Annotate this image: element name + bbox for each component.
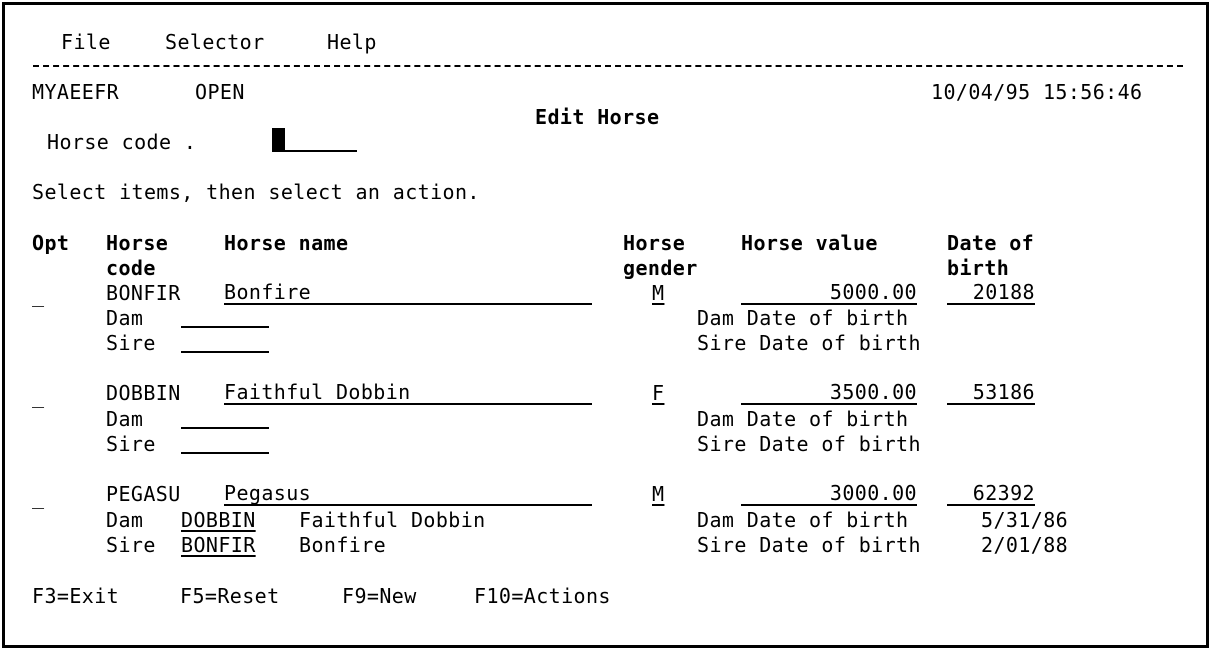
- menu-separator: [33, 65, 1183, 67]
- program-name: MYAEEFR: [32, 80, 120, 104]
- row-horse-code: DOBBIN: [106, 381, 181, 405]
- row-gender-field[interactable]: M: [652, 281, 665, 305]
- row-gender-field[interactable]: F: [652, 381, 665, 405]
- col-date-of-birth-2: birth: [947, 256, 1010, 280]
- horse-code-label: Horse code .: [47, 130, 197, 154]
- row-horse-code: BONFIR: [106, 281, 181, 305]
- dam-code-input[interactable]: [181, 407, 269, 429]
- sire-label: Sire: [106, 533, 156, 557]
- sire-label: Sire: [106, 432, 156, 456]
- text-cursor: [272, 128, 285, 152]
- instruction-text: Select items, then select an action.: [32, 180, 480, 204]
- sire-code-input[interactable]: [181, 432, 269, 454]
- col-horse-gender-2: gender: [623, 256, 698, 280]
- col-horse-code-2: code: [106, 256, 156, 280]
- sire-name: Bonfire: [299, 533, 387, 557]
- row-dob-field[interactable]: 62392: [947, 482, 1035, 506]
- row-gender-field[interactable]: M: [652, 482, 665, 506]
- f10-actions-key[interactable]: F10=Actions: [474, 584, 611, 608]
- f5-reset-key[interactable]: F5=Reset: [180, 584, 280, 608]
- dam-label: Dam: [106, 407, 144, 431]
- dam-label: Dam: [106, 306, 144, 330]
- menu-help[interactable]: Help: [327, 30, 377, 54]
- row-horse-name-field[interactable]: Pegasus: [224, 482, 592, 506]
- page-title: Edit Horse: [535, 105, 660, 129]
- row-dob-field[interactable]: 20188: [947, 281, 1035, 305]
- row-opt-input[interactable]: _: [32, 384, 45, 408]
- sire-code-field[interactable]: BONFIR: [181, 533, 256, 557]
- sire-label: Sire: [106, 331, 156, 355]
- row-value-field[interactable]: 5000.00: [741, 281, 917, 305]
- menu-file[interactable]: File: [61, 30, 111, 54]
- dam-dob-value: 5/31/86: [981, 508, 1069, 532]
- col-horse-name: Horse name: [224, 231, 349, 255]
- row-value-field[interactable]: 3500.00: [741, 381, 917, 405]
- sire-dob-label: Sire Date of birth: [697, 533, 921, 557]
- f3-exit-key[interactable]: F3=Exit: [32, 584, 120, 608]
- dam-code-input[interactable]: [181, 306, 269, 328]
- date-time: 10/04/95 15:56:46: [931, 80, 1143, 104]
- row-dob-field[interactable]: 53186: [947, 381, 1035, 405]
- dam-label: Dam: [106, 508, 144, 532]
- row-horse-code: PEGASU: [106, 482, 181, 506]
- sire-dob-value: 2/01/88: [981, 533, 1069, 557]
- row-horse-name-field[interactable]: Bonfire: [224, 281, 592, 305]
- sire-dob-label: Sire Date of birth: [697, 331, 921, 355]
- col-date-of-birth: Date of: [947, 231, 1035, 255]
- row-value-field[interactable]: 3000.00: [741, 482, 917, 506]
- col-horse-value: Horse value: [741, 231, 878, 255]
- mode-indicator: OPEN: [195, 80, 245, 104]
- col-horse-gender: Horse: [623, 231, 686, 255]
- dam-dob-label: Dam Date of birth: [697, 508, 909, 532]
- dam-name: Faithful Dobbin: [299, 508, 486, 532]
- row-opt-input[interactable]: _: [32, 485, 45, 509]
- terminal-screen: [2, 2, 1209, 648]
- col-horse-code: Horse: [106, 231, 169, 255]
- sire-code-input[interactable]: [181, 331, 269, 353]
- f9-new-key[interactable]: F9=New: [342, 584, 417, 608]
- col-opt: Opt: [32, 231, 70, 255]
- dam-code-field[interactable]: DOBBIN: [181, 508, 256, 532]
- row-horse-name-field[interactable]: Faithful Dobbin: [224, 381, 592, 405]
- dam-dob-label: Dam Date of birth: [697, 407, 909, 431]
- row-opt-input[interactable]: _: [32, 283, 45, 307]
- sire-dob-label: Sire Date of birth: [697, 432, 921, 456]
- dam-dob-label: Dam Date of birth: [697, 306, 909, 330]
- menu-selector[interactable]: Selector: [165, 30, 265, 54]
